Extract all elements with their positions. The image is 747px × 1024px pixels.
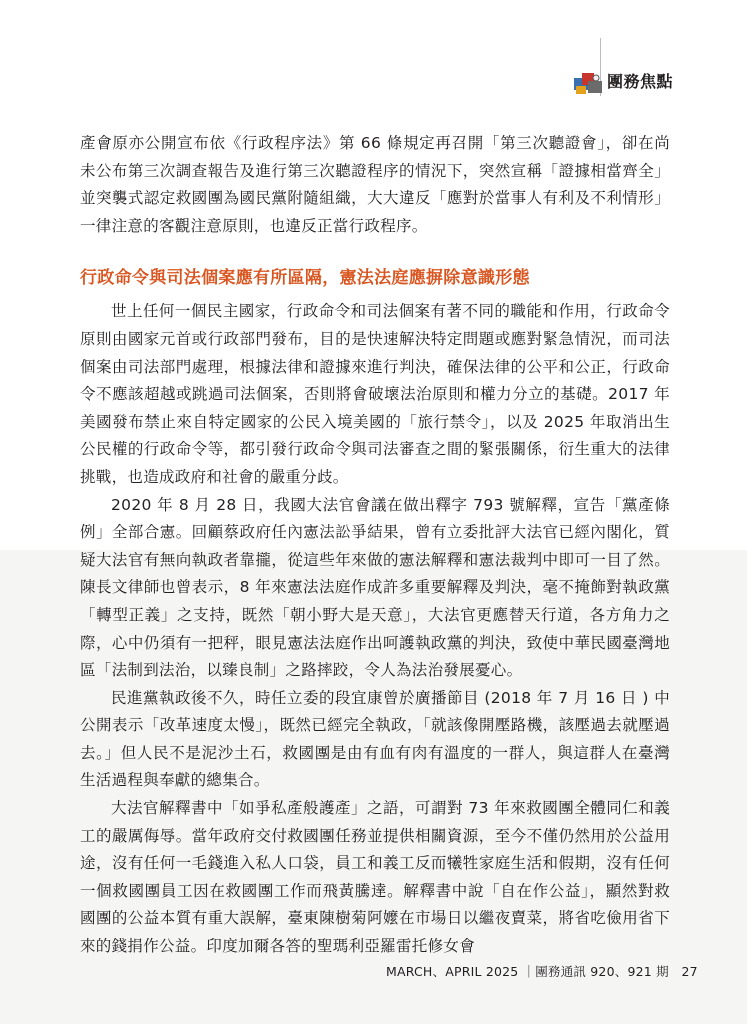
intro-paragraph: 產會原亦公開宣布依《行政程序法》第 66 條規定再召開「第三次聽證會」，卻在尚未公布第三次調查報告及進行第三次聽證程序的情況下，突然宣稱「證據相當齊全」並突襲式認定救國團為國民黨附隨組織，大大違反「應對於當事人有利及不利情形」一律注意的客觀注意原則，也違反正當行政程序。 [80, 134, 670, 235]
body-paragraph: 大法官解釋書中「如爭私產般護產」之語，可謂對 73 年來救國團全體同仁和義工的嚴厲侮辱。當年政府交付救國團任務並提供相關資源，至今不僅仍然用於公益用途，沒有任何一毛錢進入私人口袋，員工和義工反而犧牲家庭生活和假期，沒有任何一個救國團員工因在救國團工作而飛黃騰達。解釋書中說「自在作公益」，顯然對救國團的公益本質有重大誤解，臺東陳樹菊阿嬤在市場日以繼夜賣菜，將省吃儉用省下來的錢捐作公益。印度加爾各答的聖瑪利亞羅雷托修女會 [80, 799, 670, 956]
section-logo-icon [572, 70, 606, 96]
article-body [80, 130, 670, 961]
section-heading: 行政命令與司法個案應有所區隔，憲法法庭應摒除意識形態 [80, 268, 530, 289]
section-title: 團務焦點 [607, 72, 674, 91]
body-paragraph: 民進黨執政後不久，時任立委的段宜康曾於廣播節目 (2018 年 7 月 16 日 ) 中公開表示「改革速度太慢」，既然已經完全執政，「就該像開壓路機，該壓過去就壓過去。」但人民不是泥沙土石，救國團是由有血有肉有溫度的一群人，與這群人在臺灣生活過程與奉獻的總集合。 [80, 688, 670, 790]
page-footer: MARCH、APRIL 2025 ｜團務通訊 920、921 期 27 [386, 964, 698, 979]
body-paragraph: 2020 年 8 月 28 日，我國大法官會議在做出釋字 793 號解釋，宣告「黨產條例」全部合憲。回顧蔡政府任內憲法訟爭結果，曾有立委批評大法官已經內閣化，質疑大法官有無向執政者靠攏，從這些年來做的憲法解釋和憲法裁判中即可一目了然。陳長文律師也曾表示，8 年來憲法法庭作成許多重要解釋及判決，毫不掩飾對執政黨「轉型正義」之支持，既然「朝小野大是天意」，大法官更應替天行道，各方角力之際，心中仍須有一把秤，眼見憲法法庭作出呵護執政黨的判決，致使中華民國臺灣地區「法制到法治，以臻良制」之路摔跤，令人為法治發展憂心。 [80, 495, 670, 680]
body-paragraph: 世上任何一個民主國家，行政命令和司法個案有著不同的職能和作用，行政命令原則由國家元首或行政部門發布，目的是快速解決特定問題或應對緊急情況，而司法個案由司法部門處理，根據法律和證據來進行判決，確保法律的公平和公正，行政命令不應該超越或跳過司法個案，否則將會破壞法治原則和權力分立的基礎。2017 年美國發布禁止來自特定國家的公民入境美國的「旅行禁令」，以及 2025 年取消出生公民權的行政命令等，都引發行政命令與司法審查之間的緊張關係，衍生重大的法律挑戰，也造成政府和社會的嚴重分歧。 [80, 302, 670, 486]
page-header [560, 38, 710, 98]
